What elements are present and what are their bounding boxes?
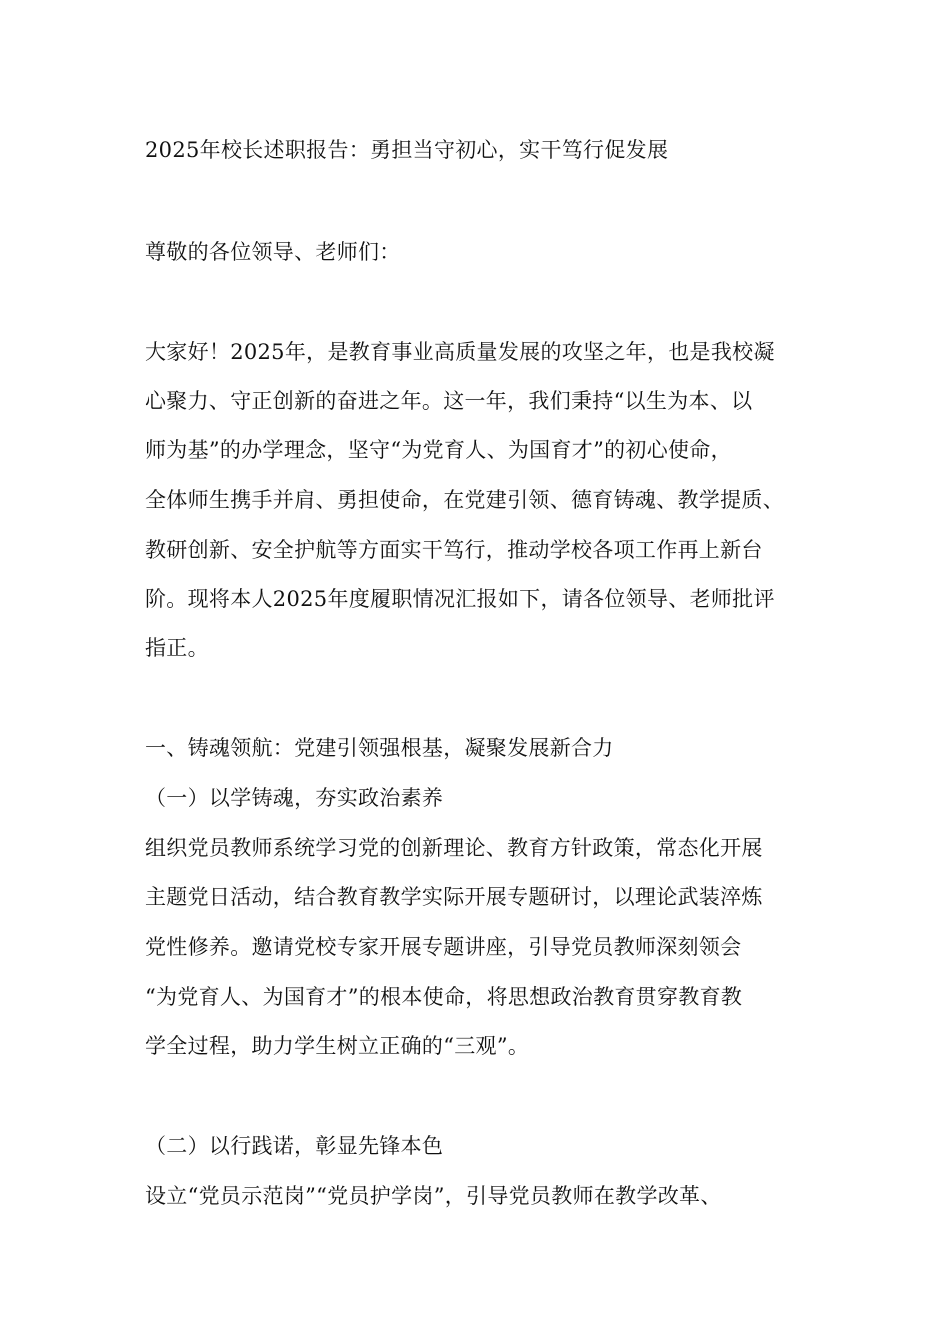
paragraph-line: “为党育人、为国育才”的根本使命，将思想政治教育贯穿教育教: [145, 985, 743, 1009]
paragraph-line: 设立“党员示范岗”“党员护学岗”，引导党员教师在教学改革、: [145, 1184, 722, 1208]
paragraph-line: 全体师生携手并肩、勇担使命，在党建引领、德育铸魂、教学提质、: [145, 488, 784, 512]
section-heading: 一、铸魂领航：党建引领强根基，凝聚发展新合力: [145, 736, 614, 760]
document-title: 2025年校长述职报告：勇担当守初心，实干笃行促发展: [145, 138, 669, 162]
paragraph-line: 师为基”的办学理念，坚守“为党育人、为国育才”的初心使命，: [145, 438, 732, 462]
paragraph-line: 大家好！2025年，是教育事业高质量发展的攻坚之年，也是我校凝: [145, 340, 775, 364]
paragraph-line: 组织党员教师系统学习党的创新理论、教育方针政策，常态化开展: [145, 836, 763, 860]
paragraph-line: 教研创新、安全护航等方面实干笃行，推动学校各项工作再上新台: [145, 538, 763, 562]
subsection-heading: （二）以行践诺，彰显先锋本色: [145, 1134, 444, 1158]
paragraph-line: 党性修养。邀请党校专家开展专题讲座，引导党员教师深刻领会: [145, 935, 742, 959]
paragraph-line: 学全过程，助力学生树立正确的“三观”。: [145, 1034, 530, 1058]
salutation: 尊敬的各位领导、老师们：: [145, 240, 401, 264]
paragraph-line: 指正。: [145, 636, 209, 660]
paragraph-line: 阶。现将本人2025年度履职情况汇报如下，请各位领导、老师批评: [145, 587, 775, 611]
paragraph-line: 主题党日活动，结合教育教学实际开展专题研讨，以理论武装淬炼: [145, 885, 763, 909]
subsection-heading: （一）以学铸魂，夯实政治素养: [145, 786, 444, 810]
paragraph-line: 心聚力、守正创新的奋进之年。这一年，我们秉持“以生为本、以: [145, 389, 753, 413]
